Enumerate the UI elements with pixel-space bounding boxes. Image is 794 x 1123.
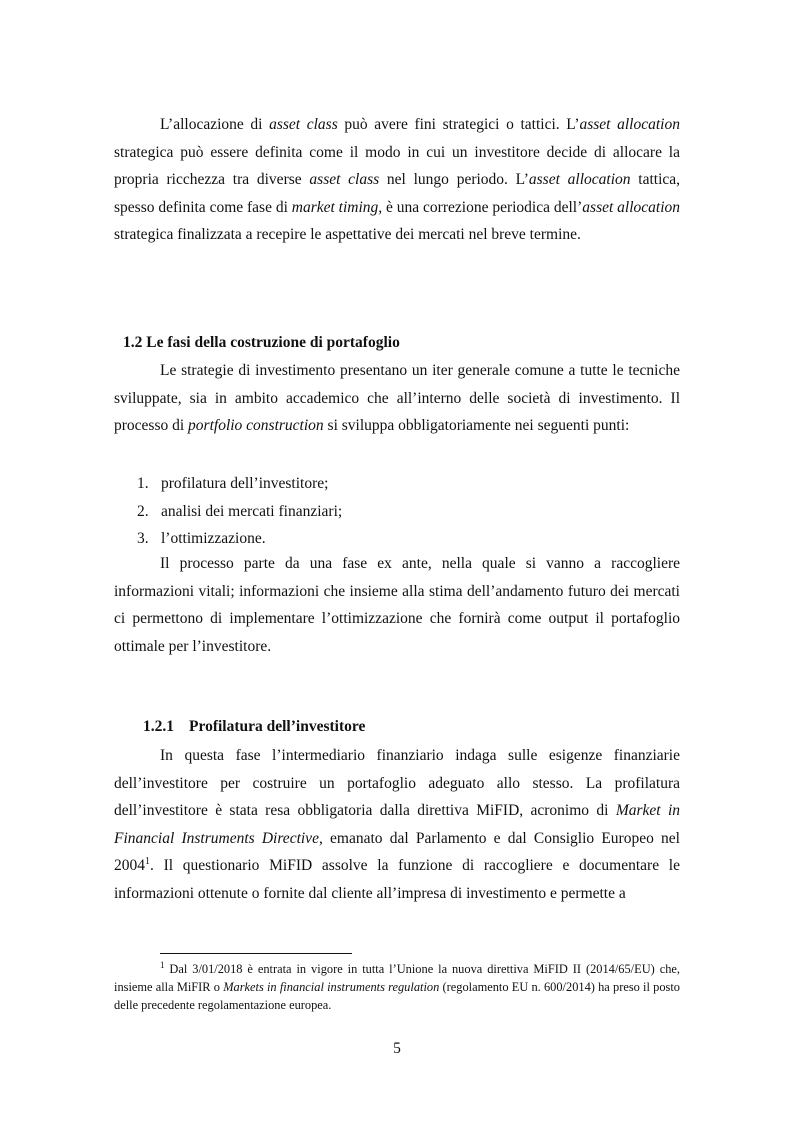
italic-term: Markets in financial instruments regulation bbox=[223, 980, 440, 994]
text-run: è una correzione periodica dell’ bbox=[382, 198, 583, 216]
text-run: L’allocazione di bbox=[160, 116, 270, 133]
text-run: , emanato dal Parlamento e dal Consiglio Europeo nel 2004 bbox=[114, 829, 680, 875]
text-run: . Il questionario MiFID assolve la funzione di raccogliere e documentare le informazioni ottenute o fornite dal cliente all’impresa di investimento e permette a bbox=[114, 857, 680, 902]
text-run: può avere fini strategici o tattici. L’ bbox=[337, 116, 580, 133]
italic-term: market timing, bbox=[291, 198, 383, 216]
subsection-number: 1.2.1 bbox=[143, 718, 174, 735]
list-item bbox=[137, 470, 342, 498]
text-run: Le strategie di investimento presentano un iter generale comune a tutte le tecniche sviluppate, sia in ambito accademico che all’interno delle società di investimento. Il processo di bbox=[114, 362, 680, 435]
text-run: strategica può essere definita come il modo in cui un investitore decide di allocare la propria ricchezza tra diverse bbox=[114, 143, 680, 189]
subsection-heading bbox=[143, 718, 365, 736]
list-item bbox=[137, 525, 342, 553]
italic-term: asset class bbox=[309, 171, 380, 189]
paragraph-profilatura bbox=[114, 742, 680, 908]
list-item bbox=[137, 498, 342, 526]
italic-term: portfolio construction bbox=[188, 417, 324, 435]
italic-term: asset allocation bbox=[528, 171, 631, 189]
italic-term: Market in Financial Instruments Directive bbox=[114, 802, 680, 847]
list-number: 3. bbox=[137, 530, 149, 548]
text-run: tattica, spesso definita come fase di bbox=[114, 171, 681, 216]
page-number: 5 bbox=[393, 1040, 401, 1057]
list-number: 1. bbox=[137, 475, 149, 492]
text-run: si sviluppa obbligatoriamente nei seguenti punti: bbox=[323, 417, 630, 435]
footnote bbox=[114, 960, 680, 1014]
footnote-divider bbox=[160, 953, 352, 954]
section-heading: 1.2 Le fasi della costruzione di portafoglio bbox=[123, 334, 400, 351]
subsection-title: Profilatura dell’investitore bbox=[189, 718, 366, 735]
text-run: Dal 3/01/2018 è entrata in vigore in tutta l’Unione la nuova direttiva MiFID II (2014/65/EU) che, insieme alla MiFIR o bbox=[114, 962, 680, 994]
paragraph-process bbox=[114, 550, 680, 660]
text-run: (regolamento EU n. 600/2014) ha preso il posto delle precedente regolamentazione europea. bbox=[114, 980, 680, 1012]
steps-list bbox=[137, 470, 342, 553]
list-text: l’ottimizzazione. bbox=[161, 530, 266, 548]
footnote-reference[interactable]: 1 bbox=[145, 856, 150, 868]
paragraph-portfolio-construction bbox=[114, 357, 680, 440]
text-run: strategica finalizzata a recepire le aspettative dei mercati nel breve termine. bbox=[114, 226, 581, 244]
footnote-number: 1 bbox=[160, 959, 165, 970]
list-text: analisi dei mercati finanziari; bbox=[161, 502, 343, 520]
italic-term: asset allocation bbox=[582, 198, 681, 216]
list-number: 2. bbox=[137, 502, 149, 520]
italic-term: asset class bbox=[269, 116, 338, 133]
paragraph-asset-allocation bbox=[114, 111, 680, 249]
text-run: In questa fase l’intermediario finanziario indaga sulle esigenze finanziarie dell’investitore per costruire un portafoglio adeguato allo stesso. La profilatura dell’investitore è stata resa obbligatoria dalla direttiva MiFID, acronimo di bbox=[114, 747, 680, 820]
list-text: profilatura dell’investitore; bbox=[161, 475, 329, 492]
italic-term: asset allocation bbox=[579, 116, 680, 133]
text-run: Il processo parte da una fase ex ante, nella quale si vanno a raccogliere informazioni vitali; informazioni che insieme alla stima dell’andamento futuro dei mercati ci permettono di implementare l’ottimizzazione che fornirà come output il portafoglio ottimale per l’investitore. bbox=[114, 555, 680, 655]
text-run: nel lungo periodo. L’ bbox=[379, 171, 529, 189]
